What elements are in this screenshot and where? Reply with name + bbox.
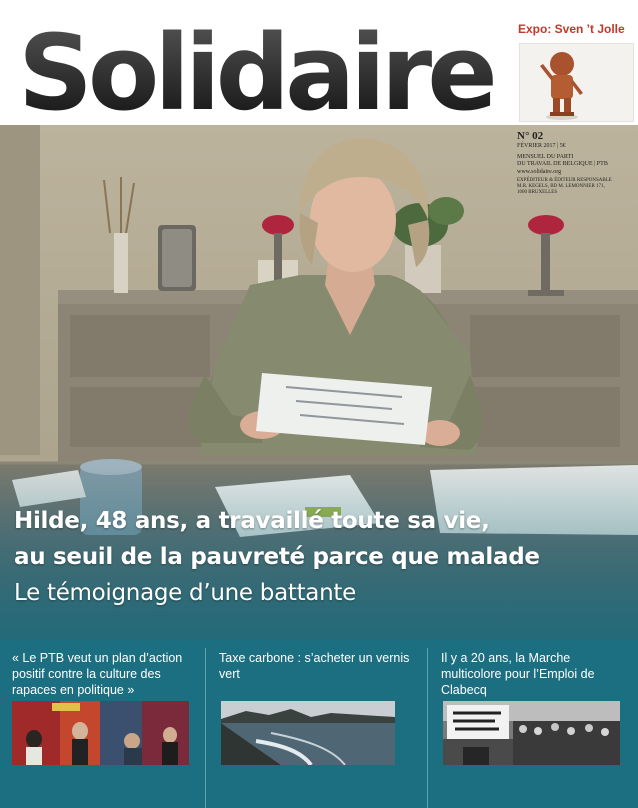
issue-desc-line: MENSUEL DU PARTI	[517, 154, 574, 160]
expo-label[interactable]: Expo: Sven ’t Jolle	[518, 22, 625, 36]
teaser-story[interactable]	[12, 640, 194, 808]
teaser-story[interactable]	[441, 640, 628, 808]
issue-date-price: FÉVRIER 2017 | 5€	[517, 143, 566, 149]
issue-editor	[517, 178, 632, 196]
headline-line: Hilde, 48 ans, a travaillé toute sa vie,	[14, 508, 490, 534]
teaser-text: Taxe carbone : s’acheter un vernis vert	[219, 651, 410, 681]
cover-headline[interactable]	[14, 503, 634, 611]
protest-march-photo-icon	[443, 701, 620, 765]
headline-line: au seuil de la pauvreté parce que malade	[14, 544, 540, 570]
teaser-band	[0, 640, 638, 808]
column-divider	[205, 648, 206, 808]
issue-desc-line: DU TRAVAIL DE BELGIQUE | PTB	[517, 161, 608, 167]
column-divider	[427, 648, 428, 808]
statue-figure-photo-icon	[520, 44, 633, 121]
editor-line: EXPÉDITEUR & ÉDITEUR RESPONSABLE	[517, 178, 612, 183]
teaser-text: « Le PTB veut un plan d’action positif contre la culture des rapaces en politique »	[12, 651, 183, 697]
expo-thumbnail[interactable]	[519, 43, 634, 122]
issue-number: N° 02	[517, 130, 544, 142]
teaser-story[interactable]	[219, 640, 414, 808]
editor-line: 1000 BRUXELLES	[517, 190, 558, 195]
issue-website[interactable]: www.solidaire.org	[517, 169, 562, 175]
editor-line: M.R. KEGELS, BD M. LEMONNIER 171,	[517, 184, 605, 189]
magazine-logo[interactable]: Solidaire	[18, 8, 493, 138]
teaser-text: Il y a 20 ans, la Marche multicolore pour l’Emploi de Clabecq	[441, 651, 595, 697]
headline-subtitle: Le témoignage d’une battante	[14, 580, 356, 606]
issue-description	[517, 154, 632, 168]
issue-info	[517, 130, 632, 196]
musicians-stage-photo-icon	[12, 701, 189, 765]
seashore-waves-photo-icon	[221, 701, 395, 765]
